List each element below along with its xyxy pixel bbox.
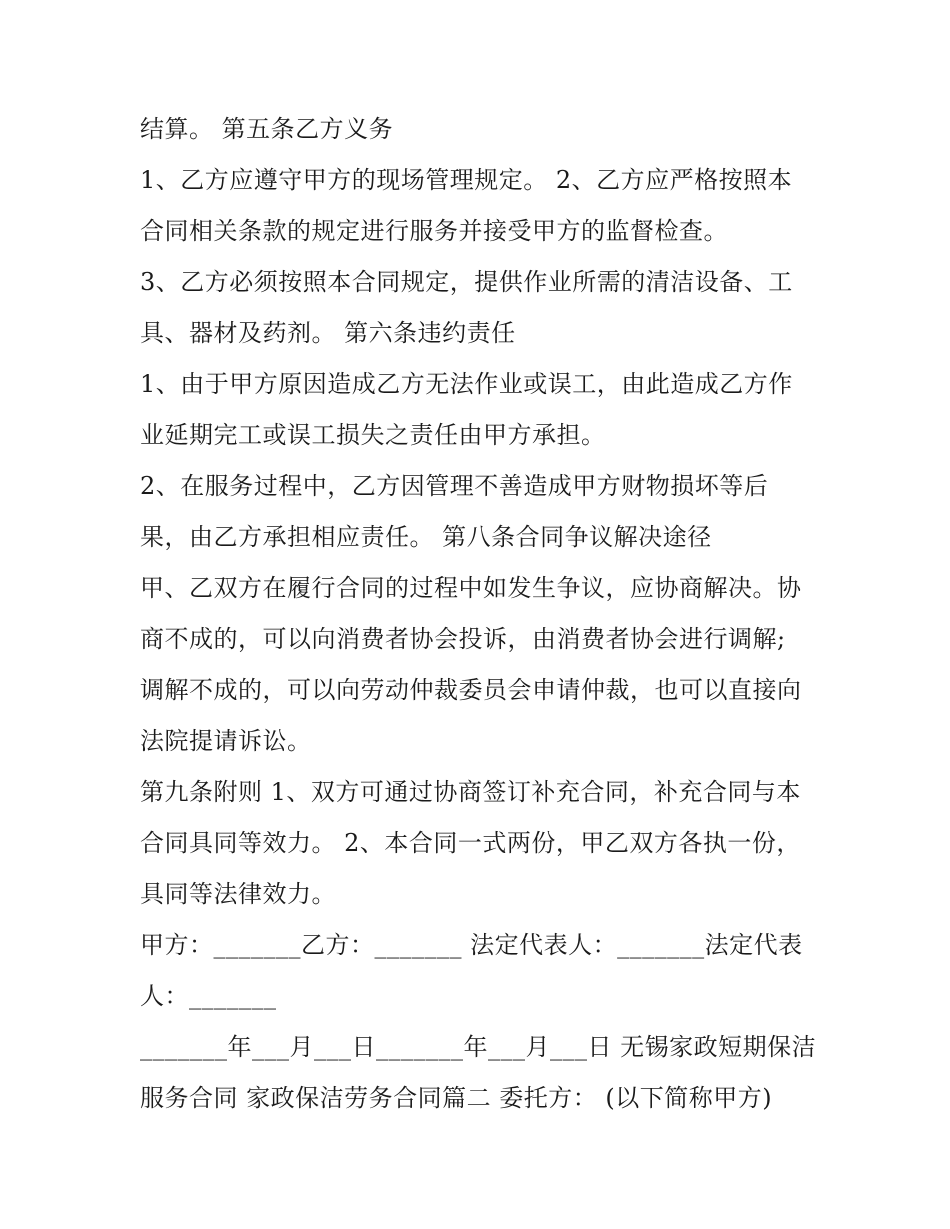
text-line: 法院提请诉讼。 bbox=[140, 727, 312, 755]
text-line: 结算。 第五条乙方义务 bbox=[140, 115, 394, 143]
text-line: 1、由于甲方原因造成乙方无法作业或误工，由此造成乙方作 bbox=[140, 370, 793, 398]
date-line: _______年___月___日_______年___月___日 无锡家政短期保洁 bbox=[140, 1033, 817, 1061]
signature-line: 甲方：_______乙方：_______ 法定代表人：_______法定代表 bbox=[140, 931, 803, 959]
signature-line: 人：_______ bbox=[140, 982, 277, 1010]
text-line: 具、器材及药剂。 第六条违约责任 bbox=[140, 319, 516, 347]
text-line: 2、在服务过程中，乙方因管理不善造成甲方财物损坏等后 bbox=[140, 472, 769, 500]
text-line: 具同等法律效力。 bbox=[140, 880, 336, 908]
text-line: 业延期完工或误工损失之责任由甲方承担。 bbox=[140, 421, 606, 449]
text-line: 合同相关条款的规定进行服务并接受甲方的监督检查。 bbox=[140, 217, 728, 245]
text-line: 商不成的，可以向消费者协会投诉，由消费者协会进行调解; bbox=[140, 625, 786, 653]
text-line: 3、乙方必须按照本合同规定，提供作业所需的清洁设备、工 bbox=[140, 268, 793, 296]
text-line: 服务合同 家政保洁劳务合同篇二 委托方： (以下简称甲方) bbox=[140, 1084, 773, 1112]
text-line: 甲、乙双方在履行合同的过程中如发生争议，应协商解决。协 bbox=[140, 574, 802, 602]
text-line: 果，由乙方承担相应责任。 第八条合同争议解决途径 bbox=[140, 523, 712, 551]
text-line: 1、乙方应遵守甲方的现场管理规定。 2、乙方应严格按照本 bbox=[140, 166, 793, 194]
text-line: 第九条附则 1、双方可通过协商签订补充合同，补充合同与本 bbox=[140, 778, 801, 806]
text-line: 合同具同等效力。 2、本合同一式两份，甲乙双方各执一份， bbox=[140, 829, 801, 857]
text-line: 调解不成的，可以向劳动仲裁委员会申请仲裁，也可以直接向 bbox=[140, 676, 802, 704]
